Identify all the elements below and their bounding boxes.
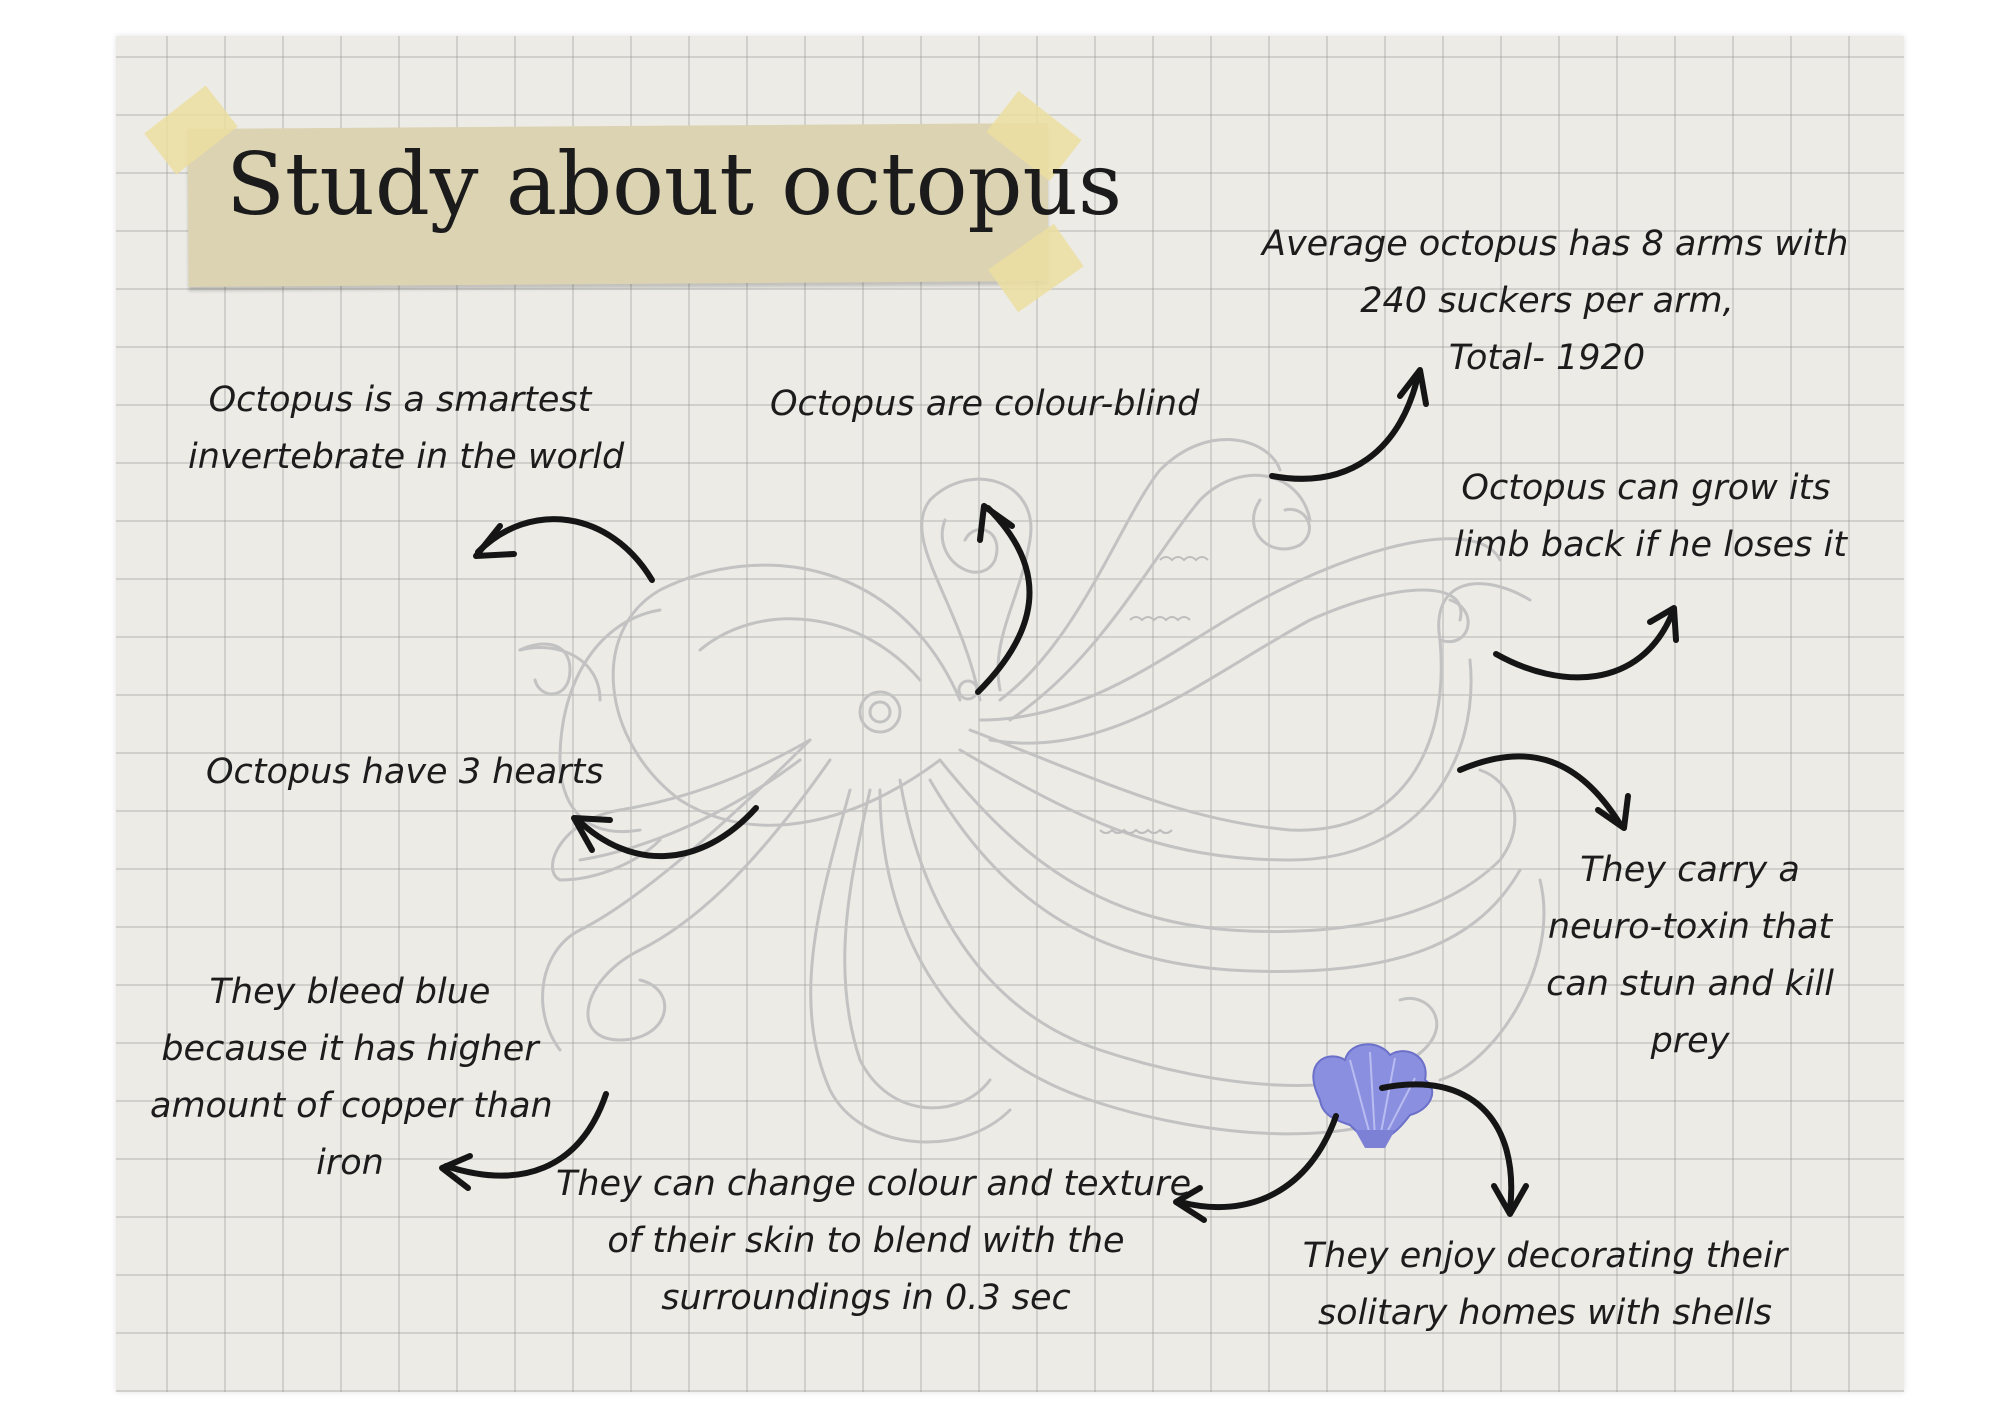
note-blue-blood: They bleed blue because it has higher amount of copper than iron (150, 972, 553, 1183)
note-smartest: Octopus is a smartest invertebrate in the world (188, 380, 625, 477)
note-neurotoxin: They carry a neuro-toxin that can stun and kill prey (1546, 850, 1834, 1061)
note-regrow-limb: Octopus can grow its limb back if he loses it (1454, 468, 1847, 565)
note-colour-blind: Octopus are colour-blind (770, 384, 1200, 424)
page-title: Study about octopus (226, 135, 1123, 235)
note-shell-decorating: They enjoy decorating their solitary homes with shells (1302, 1236, 1788, 1333)
note-camouflage: They can change colour and texture of their skin to blend with the surroundings in 0.3 sec (556, 1164, 1192, 1318)
note-arms-suckers: Average octopus has 8 arms with 240 suckers per arm, Total- 1920 (1262, 224, 1849, 378)
note-three-hearts: Octopus have 3 hearts (206, 752, 604, 792)
